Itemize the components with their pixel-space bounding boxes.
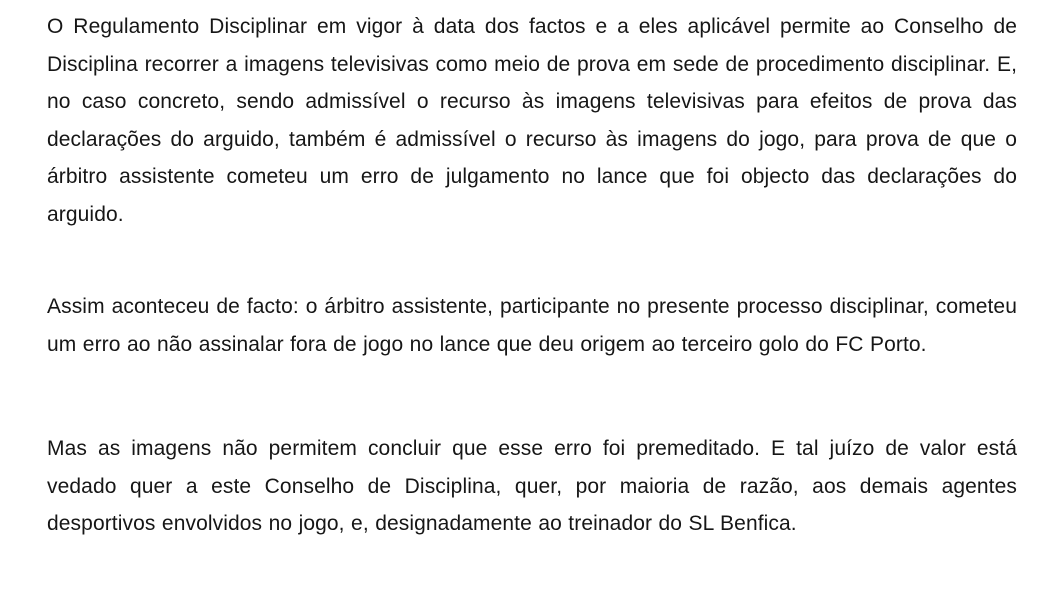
paragraph-regulamento-disciplinar: O Regulamento Disciplinar em vigor à data dos factos e a eles aplicável permite ao Conselho de Disciplina recorrer a imagens televisivas como meio de prova em sede de procedimento disciplinar. E, no caso concreto, sendo admissível o recurso às imagens televisivas para efeitos de prova das declarações do arguido, também é admissível o recurso às imagens do jogo, para prova de que o árbitro assistente cometeu um erro de julgamento no lance que foi objecto das declarações do arguido. xyxy=(47,15,1017,226)
paragraph-erro-arbitro-assistente: Assim aconteceu de facto: o árbitro assistente, participante no presente processo disciplinar, cometeu um erro ao não assinalar fora de jogo no lance que deu origem ao terceiro golo do FC Porto. xyxy=(47,295,1017,356)
paragraph-erro-nao-premeditado: Mas as imagens não permitem concluir que esse erro foi premeditado. E tal juízo de valor está vedado quer a este Conselho de Disciplina, quer, por maioria de razão, aos demais agentes desportivos envolvidos no jogo, e, designadamente ao treinador do SL Benfica. xyxy=(47,437,1017,535)
